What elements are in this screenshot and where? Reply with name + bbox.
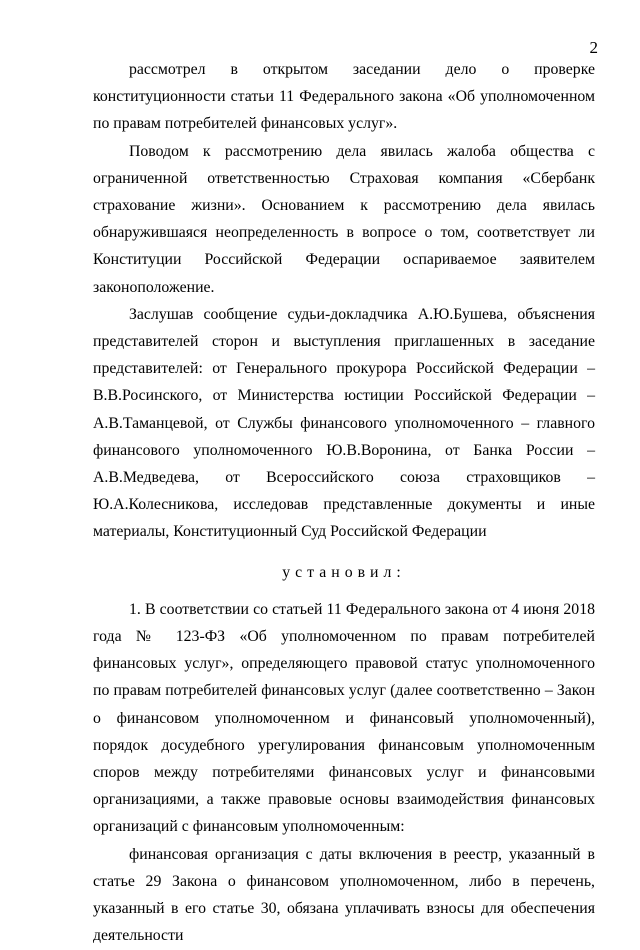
paragraph-law-article: 1. В соответствии со статьей 11 Федерального закона от 4 июня 2018 года № 123-ФЗ «Об уполномоченном по правам потребителей финансовых услуг», определяющего правовой статус уполномоченного по правам потребителей финансовых услуг (далее соответственно – Закон о финансовом уполномоченном и финансовый уполномоченный), порядок досудебного урегулирования финансовым уполномоченным споров между потребителями финансовых услуг и финансовыми организациями, а также правовые основы взаимодействия финансовых организаций с финансовым уполномоченным: bbox=[93, 600, 595, 836]
page-number: 2 bbox=[589, 38, 598, 57]
paragraph-reason: Поводом к рассмотрению дела явилась жалоба общества с ограниченной ответственностью Страховая компания «Сбербанк страхование жизни». Основанием к рассмотрению дела явилась обнаружившаяся неопределенность в вопросе о том, соответствует ли Конституции Российской Федерации оспариваемое заявителем законоположение. bbox=[93, 142, 595, 296]
paragraph-hearing: рассмотрел в открытом заседании дело о проверке конституционности статьи 11 Федерального закона «Об уполномоченном по правам потребителей финансовых услуг». bbox=[93, 61, 595, 133]
document-body bbox=[93, 56, 595, 950]
paragraph-financial-organization: финансовая организация с даты включения в реестр, указанный в статье 29 Закона о финансовом уполномоченном, либо в перечень, указанный в его статье 30, обязана уплачивать взносы для обеспечения деятельности bbox=[93, 845, 595, 945]
paragraph-hearing-participants: Заслушав сообщение судьи-докладчика А.Ю.Бушева, объяснения представителей сторон и выступления приглашенных в заседание представителей: от Генерального прокурора Российской Федерации – В.В.Росинского, от Министерства юстиции Российской Федерации – А.В.Таманцевой, от Службы финансового уполномоченного – главного финансового уполномоченного Ю.В.Воронина, от Банка России – А.В.Медведева, от Всероссийского союза страховщиков – Ю.А.Колесникова, исследовав представленные документы и иные материалы, Конституционный Суд Российской Федерации bbox=[93, 305, 595, 541]
section-heading: установил: bbox=[282, 563, 406, 581]
